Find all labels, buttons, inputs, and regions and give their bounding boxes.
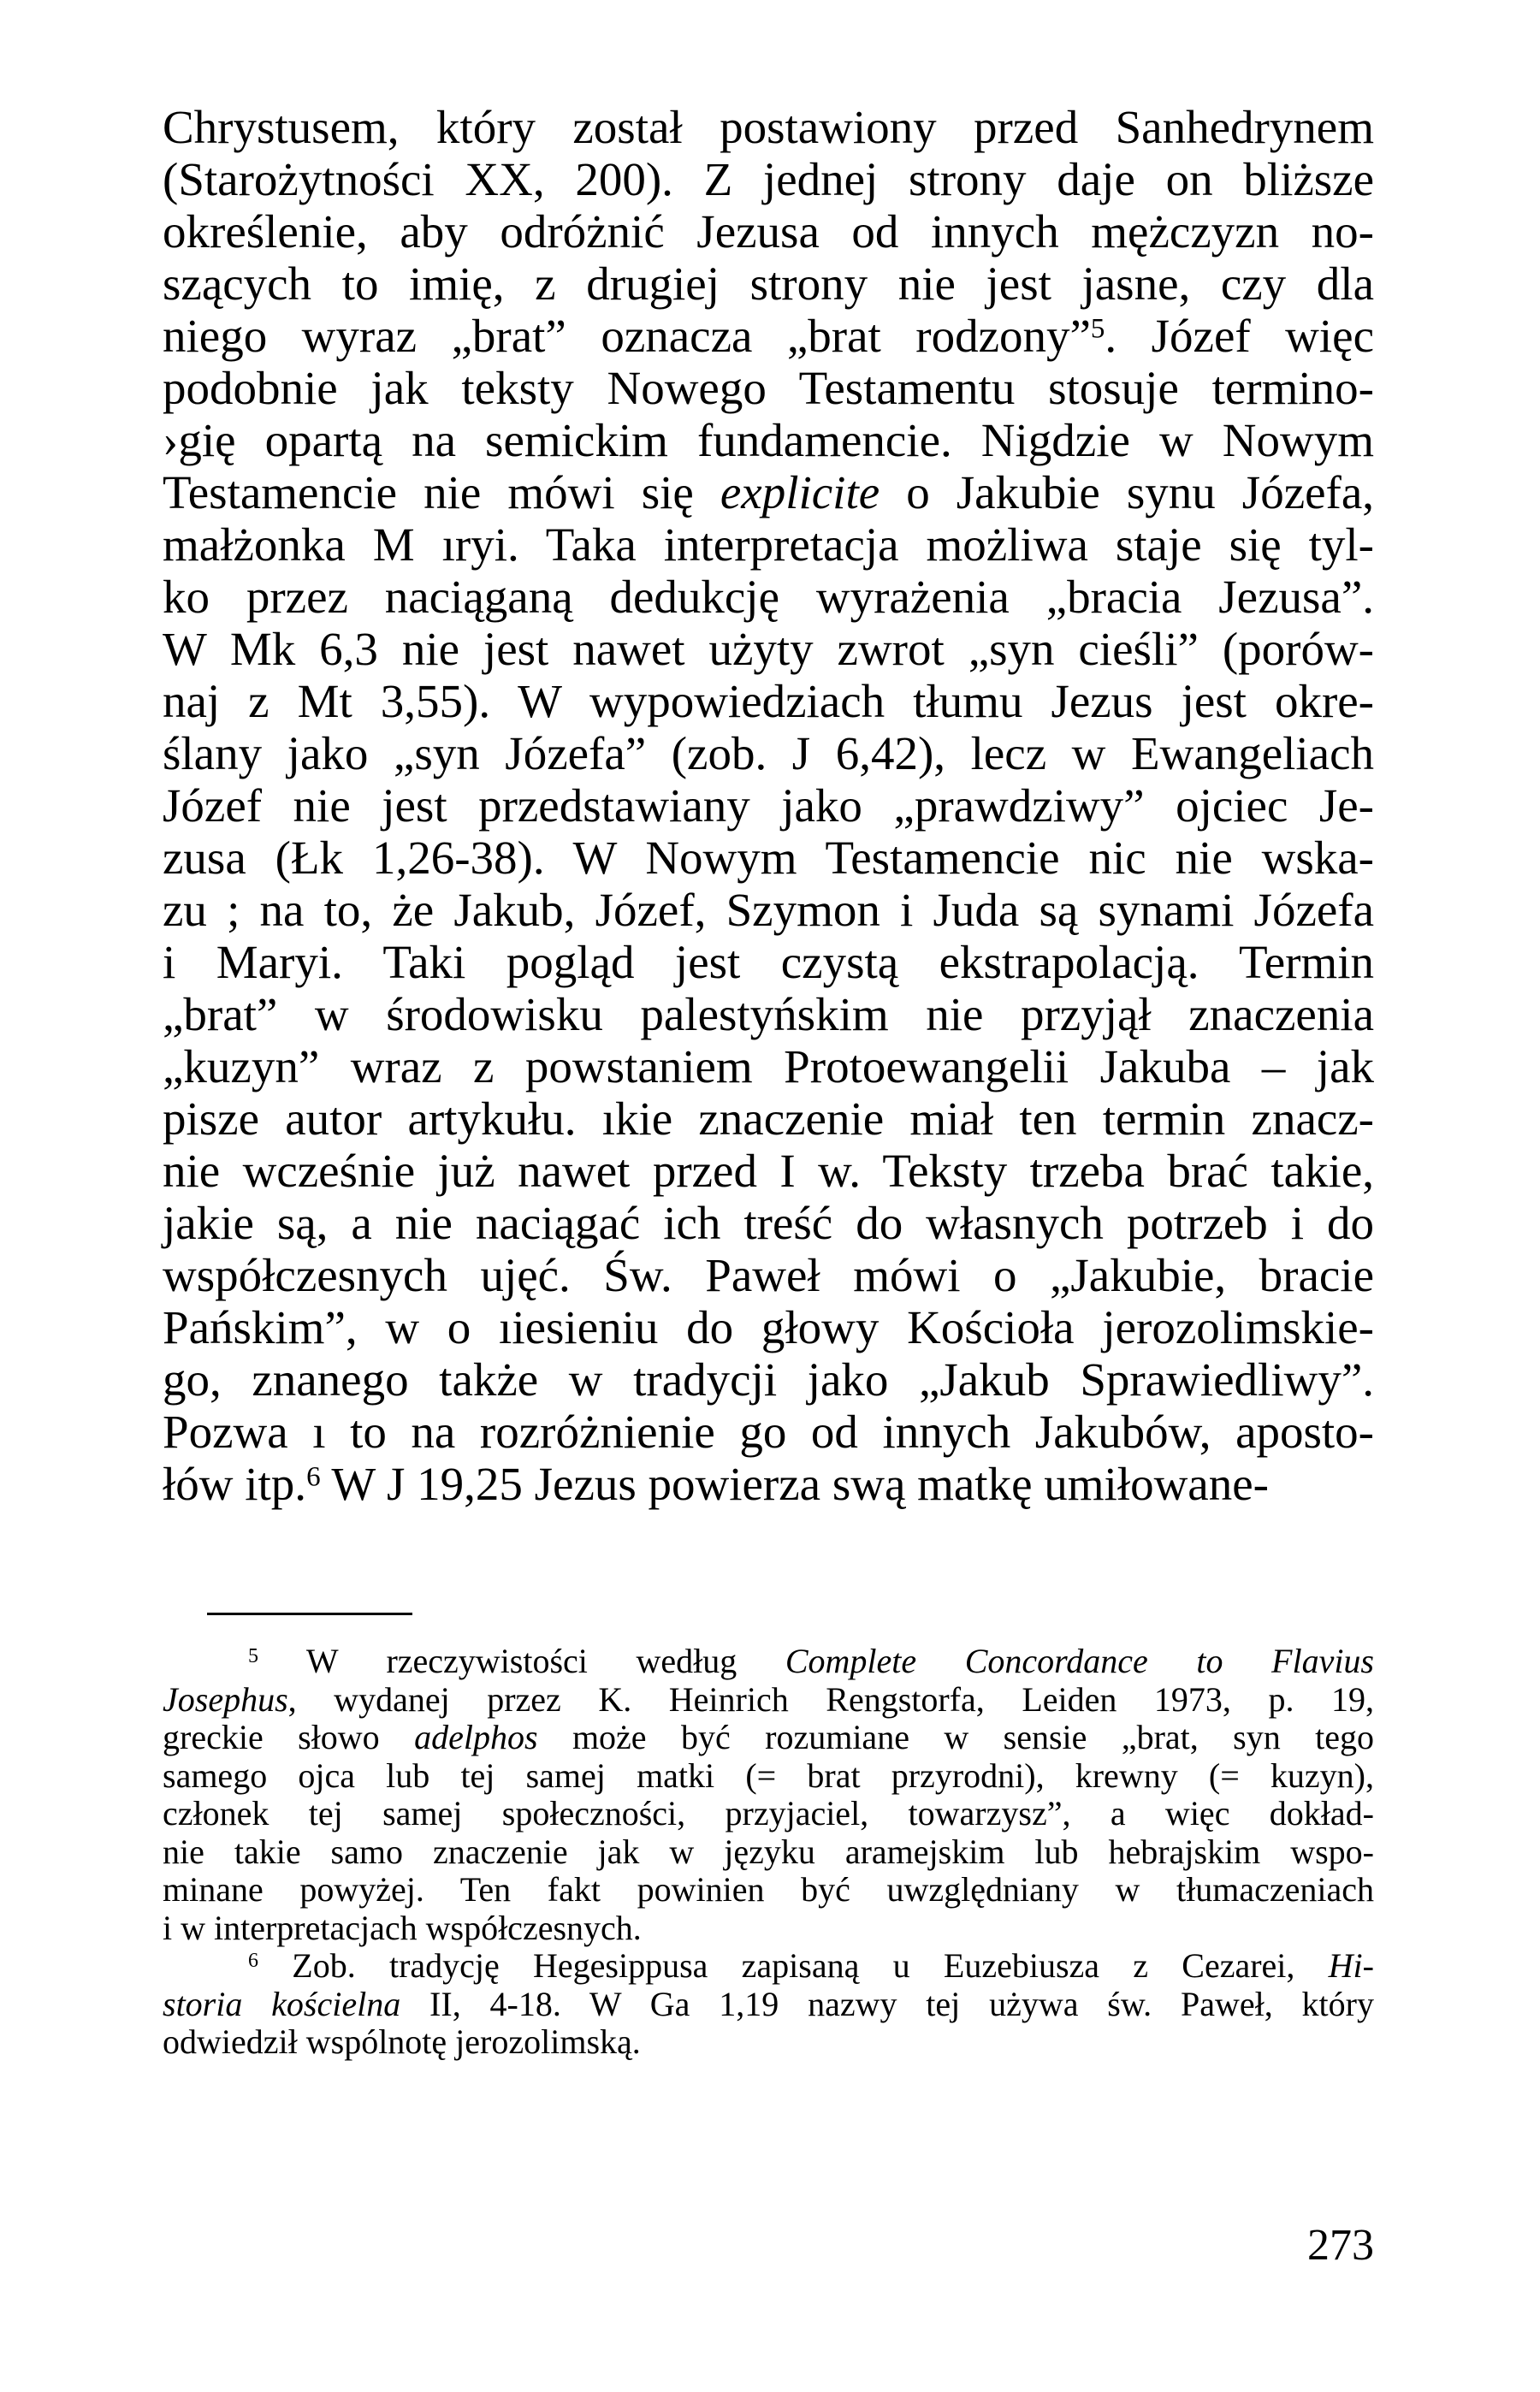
footnote-6-line [163,1947,1374,1986]
text-span: . Józef więc [1105,310,1375,362]
text-line: Józef nie jest przedstawiany jako „prawdziwy” ojciec Je- [163,779,1374,832]
book-page [163,0,1374,2392]
text-span: Zob. tradycję Hegesippusa zapisaną u Euzebiusza z Cezarei, [258,1946,1329,1985]
text-line: zusa (Łk 1,26-38). W Nowym Testamencie nic nie wska- [163,832,1374,884]
text-line [163,1458,1374,1510]
text-line: Pańskim”, w o ıiesieniu do głowy Kościoła jerozolimskie- [163,1301,1374,1353]
footnote-separator [207,1613,412,1615]
footnote-5-line [163,1643,1374,1681]
footnote-5-line: członek tej samej społeczności, przyjaciel, towarzysz”, a więc dokład- [163,1794,1374,1832]
text-span [694,466,720,518]
text-span: Testamencie nie mówi się [163,466,694,518]
text-line: „brat” w środowisku palestyńskim nie przyjął znaczenia [163,988,1374,1040]
footnote-marker-6: 6 [248,1950,258,1972]
italic-title: Josephus [163,1679,288,1719]
text-line: jakie są, a nie naciągać ich treść do własnych potrzeb i do [163,1197,1374,1249]
footnote-ref-5: 5 [1090,313,1105,345]
italic-title: Hi- [1328,1946,1374,1985]
text-line: go, znanego także w tradycji jako „Jakub Sprawiedliwy”. [163,1353,1374,1406]
footnote-5-line [163,1681,1374,1720]
footnote-6-line: odwiedził wspólnotę jerozolimską. [163,2022,641,2061]
text-line: małżonka M ıryi. Taka interpretacja możliwa staje się tyl- [163,518,1374,571]
page-number: 273 [1307,2221,1374,2270]
text-line: ślany jako „syn Józefa” (zob. J 6,42), lecz w Ewangeliach [163,727,1374,779]
footnote-5-line: minane powyżej. Ten fakt powinien być uwzględniany w tłumaczeniach [163,1870,1374,1909]
footnote-6-line [163,1986,1374,2024]
footnote-marker-5: 5 [248,1645,258,1667]
text-line: Chrystusem, który został postawiony przed Sanhedrynem [163,101,1374,153]
text-line: podobnie jak teksty Nowego Testamentu stosuje termino- [163,362,1374,414]
footnote-5-line: nie takie samo znaczenie jak w języku aramejskim lub hebrajskim wspo- [163,1832,1374,1871]
footnote-ref-6: 6 [306,1461,321,1493]
italic-term: adelphos [414,1718,538,1756]
text-line: naj z Mt 3,55). W wypowiedziach tłumu Jezus jest okre- [163,675,1374,727]
text-line: współczesnych ujęć. Św. Paweł mówi o „Jakubie, bracie [163,1249,1374,1301]
footnote-5-line: samego ojca lub tej samej matki (= brat przyrodni), krewny (= kuzyn), [163,1756,1374,1795]
text-line [163,466,1374,518]
text-line: (Starożytności XX, 200). Z jednej strony daje on bliższe [163,153,1374,205]
footnote-5-line: i w interpretacjach współczesnych. [163,1908,642,1947]
text-line: ko przez naciąganą dedukcję wyrażenia „bracia Jezusa”. [163,571,1374,623]
text-span: niego wyraz „brat” oznacza „brat rodzony” [163,310,1091,362]
text-span: łów itp. [163,1458,307,1510]
text-line: ›gię opartą na semickim fundamencie. Nigdzie w Nowym [163,414,1374,466]
text-span: W rzeczywistości według [258,1642,785,1680]
footnotes [163,1643,1374,2062]
text-line: i Maryi. Taki pogląd jest czystą ekstrapolacją. Termin [163,936,1374,988]
text-span: greckie słowo [163,1718,415,1756]
text-span: o Jakubie synu Józefa, [880,466,1374,518]
main-text [163,101,1374,1510]
italic-title: Complete Concordance to Flavius [785,1642,1375,1680]
italic-term: explicite [720,466,880,518]
text-span: II, 4-18. W Ga 1,19 nazwy tej używa św. Paweł, który [400,1984,1374,2023]
footnote-5-line [163,1719,1374,1757]
text-line: W Mk 6,3 nie jest nawet użyty zwrot „syn cieśli” (porów- [163,623,1374,675]
text-span: może być rozumiane w sensie „brat, syn tego [537,1718,1375,1756]
text-line: „kuzyn” wraz z powstaniem Protoewangelii Jakuba – jak [163,1040,1374,1092]
text-span: W J 19,25 Jezus powierza swą matkę umiłowane- [320,1458,1269,1510]
italic-title: storia kościelna [163,1984,401,2023]
text-line: określenie, aby odróżnić Jezusa od innych mężczyzn no- [163,205,1374,258]
text-span: , wydanej przez K. Heinrich Rengstorfa, Leiden 1973, p. 19, [287,1679,1374,1719]
text-line: nie wcześnie już nawet przed I w. Teksty trzeba brać takie, [163,1145,1374,1197]
text-line: szących to imię, z drugiej strony nie jest jasne, czy dla [163,258,1374,310]
text-line [163,310,1374,362]
text-line: zu ; na to, że Jakub, Józef, Szymon i Juda są synami Józefa [163,884,1374,936]
text-line: pisze autor artykułu. ıkie znaczenie miał ten termin znacz- [163,1092,1374,1145]
text-line: Pozwa ı to na rozróżnienie go od innych Jakubów, aposto- [163,1406,1374,1458]
